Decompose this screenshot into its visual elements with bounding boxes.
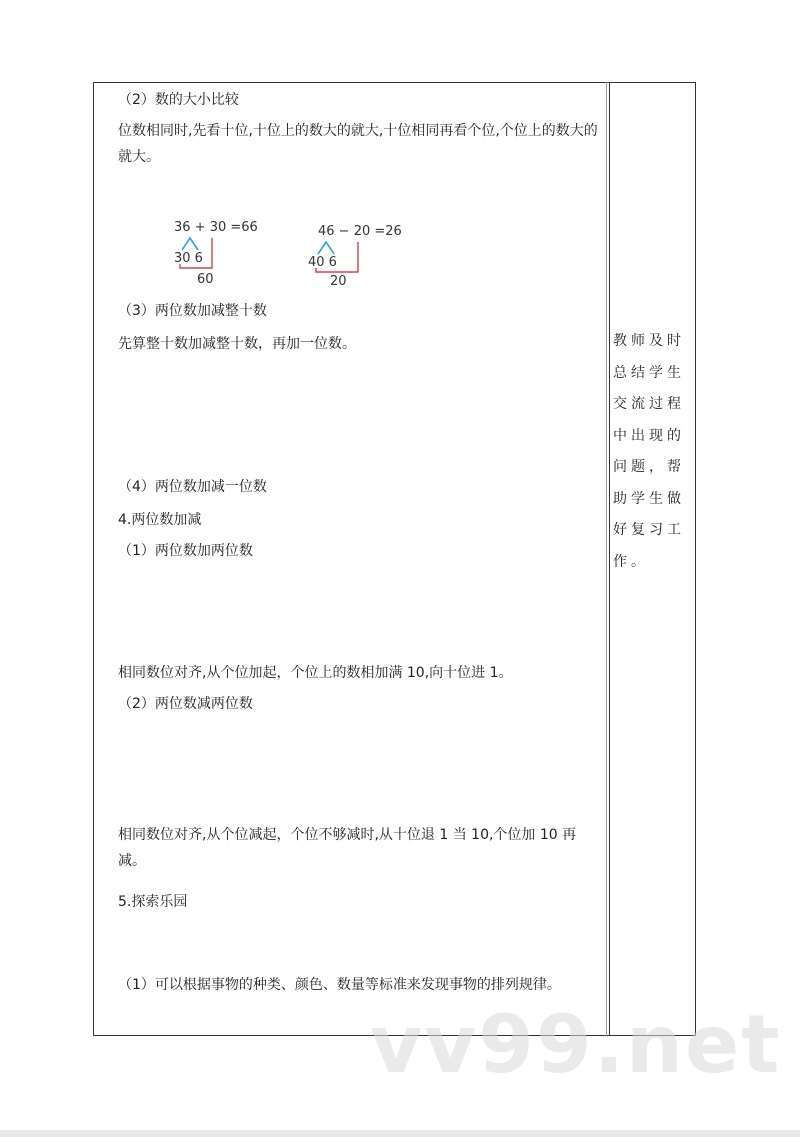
heading-two-digit: 4.两位数加减	[118, 512, 202, 528]
heading-subtraction: （2）两位数减两位数	[118, 696, 253, 712]
side-line: 教师及时	[613, 333, 685, 349]
watermark: vv99.net	[370, 998, 782, 1091]
diagram-left-equation: 36 + 30 =66	[174, 220, 258, 235]
para-addition: 相同数位对齐,从个位加起，个位上的数相加满 10,向十位进 1。	[118, 665, 513, 681]
diagram-left-result: 60	[197, 272, 214, 287]
diagram-right-result: 20	[330, 274, 347, 289]
diagram-right-parts: 40 6	[308, 255, 337, 270]
diagram-left-parts: 30 6	[174, 251, 203, 266]
side-line: 问题，帮	[613, 459, 685, 475]
heading-addition: （1）两位数加两位数	[118, 543, 253, 559]
column-divider	[609, 82, 610, 1036]
side-line: 总结学生	[613, 364, 685, 381]
side-line: 作。	[613, 553, 649, 570]
side-line: 中出现的	[613, 427, 685, 444]
para-pattern: （1）可以根据事物的种类、颜色、数量等标准来发现事物的排列规律。	[118, 977, 561, 993]
diagram-right-equation: 46 − 20 =26	[318, 224, 402, 239]
heading-explore: 5.探索乐园	[118, 894, 188, 910]
column-divider-inner	[606, 82, 607, 1036]
side-line: 助学生做	[613, 490, 685, 507]
heading-tens: （3）两位数加减整十数	[118, 303, 267, 319]
heading-compare: （2）数的大小比较	[118, 92, 239, 108]
para-compare: 位数相同时,先看十位,十位上的数大的就大,十位相同再看个位,个位上的数大的就大。	[118, 123, 598, 165]
side-line: 好复习工	[613, 522, 685, 538]
para-tens: 先算整十数加减整十数，再加一位数。	[118, 336, 356, 352]
page-edge	[0, 1130, 800, 1137]
heading-one-digit: （4）两位数加减一位数	[118, 479, 267, 495]
side-notes	[613, 326, 693, 578]
para-subtraction: 相同数位对齐,从个位减起，个位不够减时,从十位退 1 当 10,个位加 10 再减。	[118, 827, 577, 869]
side-line: 交流过程	[613, 396, 685, 412]
